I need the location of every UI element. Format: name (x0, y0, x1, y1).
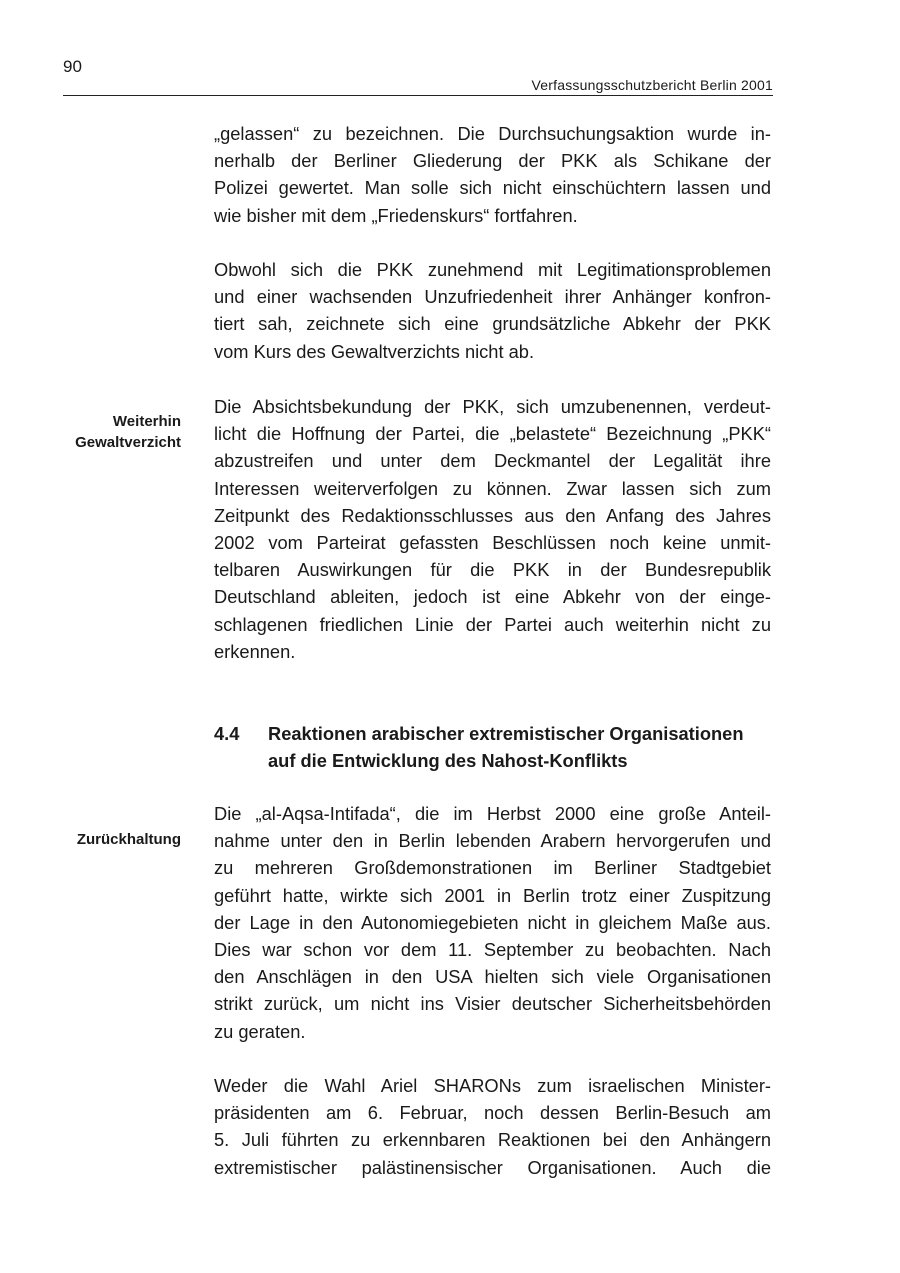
text-line: geführt hatte, wirkte sich 2001 in Berlin trotz einer Zuspitzung (214, 884, 771, 906)
paragraph-3 (214, 393, 771, 665)
text-line: abzustreifen und unter dem Deckmantel der Legalität ihre (214, 450, 771, 472)
text-line: zu geraten. (214, 1020, 306, 1042)
text-line: Obwohl sich die PKK zunehmend mit Legitimationsproblemen (214, 259, 771, 280)
text-line: und einer wachsenden Unzufriedenheit ihrer Anhänger konfron- (214, 286, 771, 308)
text-line: „gelassen“ zu bezeichnen. Die Durchsuchungsaktion wurde in- (214, 123, 771, 144)
margin-note-line: Zurückhaltung (76, 831, 181, 848)
text-line: Die „al-Aqsa-Intifada“, die im Herbst 2000 eine große Anteil- (214, 803, 771, 824)
text-line: licht die Hoffnung der Partei, die „belastete“ Bezeichnung „PKK“ (214, 423, 771, 445)
text-line: nerhalb der Berliner Gliederung der PKK als Schikane der (214, 150, 771, 172)
text-line: wie bisher mit dem „Friedenskurs“ fortfahren. (214, 204, 578, 226)
text-line: Deutschland ableiten, jedoch ist eine Abkehr von der einge- (214, 586, 771, 608)
paragraph-5 (214, 1072, 771, 1181)
paragraph-4 (214, 800, 771, 1045)
running-head: Verfassungsschutzbericht Berlin 2001 (531, 77, 773, 93)
text-line: strikt zurück, um nicht ins Visier deutscher Sicherheitsbehörden (214, 993, 771, 1015)
text-line: vom Kurs des Gewaltverzichts nicht ab. (214, 340, 535, 362)
text-line: 2002 vom Parteirat gefassten Beschlüssen noch keine unmit- (214, 532, 771, 554)
text-line: 5. Juli führten zu erkennbaren Reaktionen bei den Anhängern (214, 1129, 771, 1151)
margin-note-line: Gewaltverzicht (75, 434, 181, 451)
paragraph-2 (214, 256, 771, 365)
header-rule (63, 95, 773, 96)
text-line: tiert sah, zeichnete sich eine grundsätzliche Abkehr der PKK (214, 313, 771, 335)
section-title-line: Reaktionen arabischer extremistischer Organisationen (268, 723, 744, 744)
text-line: schlagenen friedlichen Linie der Partei auch weiterhin nicht zu (214, 613, 771, 635)
margin-note-weiterhin-gewaltverzicht (75, 411, 181, 453)
text-line: Zeitpunkt des Redaktionsschlusses aus den Anfang des Jahres (214, 504, 771, 526)
paragraph-1 (214, 120, 771, 229)
margin-note-line: Weiterhin (112, 413, 181, 430)
text-line: präsidenten am 6. Februar, noch dessen Berlin-Besuch am (214, 1102, 771, 1124)
text-line: Weder die Wahl Ariel SHARONs zum israelischen Minister- (214, 1075, 771, 1096)
text-line: Dies war schon vor dem 11. September zu beobachten. Nach (214, 939, 771, 961)
margin-note-zurueckhaltung (77, 829, 181, 850)
text-line: Die Absichtsbekundung der PKK, sich umzubenennen, verdeut- (214, 396, 771, 417)
text-line: zu mehreren Großdemonstrationen im Berliner Stadtgebiet (214, 857, 771, 879)
section-title (268, 720, 778, 774)
text-line: telbaren Auswirkungen für die PKK in der Bundesrepublik (214, 559, 771, 581)
text-line: extremistischer palästinensischer Organisationen. Auch die (214, 1156, 771, 1178)
text-line: der Lage in den Autonomiegebieten nicht in gleichem Maße aus. (214, 911, 771, 933)
text-line: Interessen weiterverfolgen zu können. Zwar lassen sich zum (214, 477, 771, 499)
page-number: 90 (63, 57, 82, 76)
text-line: den Anschlägen in den USA hielten sich viele Organisationen (214, 966, 771, 988)
text-line: Polizei gewertet. Man solle sich nicht einschüchtern lassen und (214, 177, 771, 199)
text-line: erkennen. (214, 640, 296, 662)
text-line: nahme unter den in Berlin lebenden Arabern hervorgerufen und (214, 830, 771, 852)
section-title-line: auf die Entwicklung des Nahost-Konflikts (268, 750, 628, 771)
section-number: 4.4 (214, 723, 240, 744)
